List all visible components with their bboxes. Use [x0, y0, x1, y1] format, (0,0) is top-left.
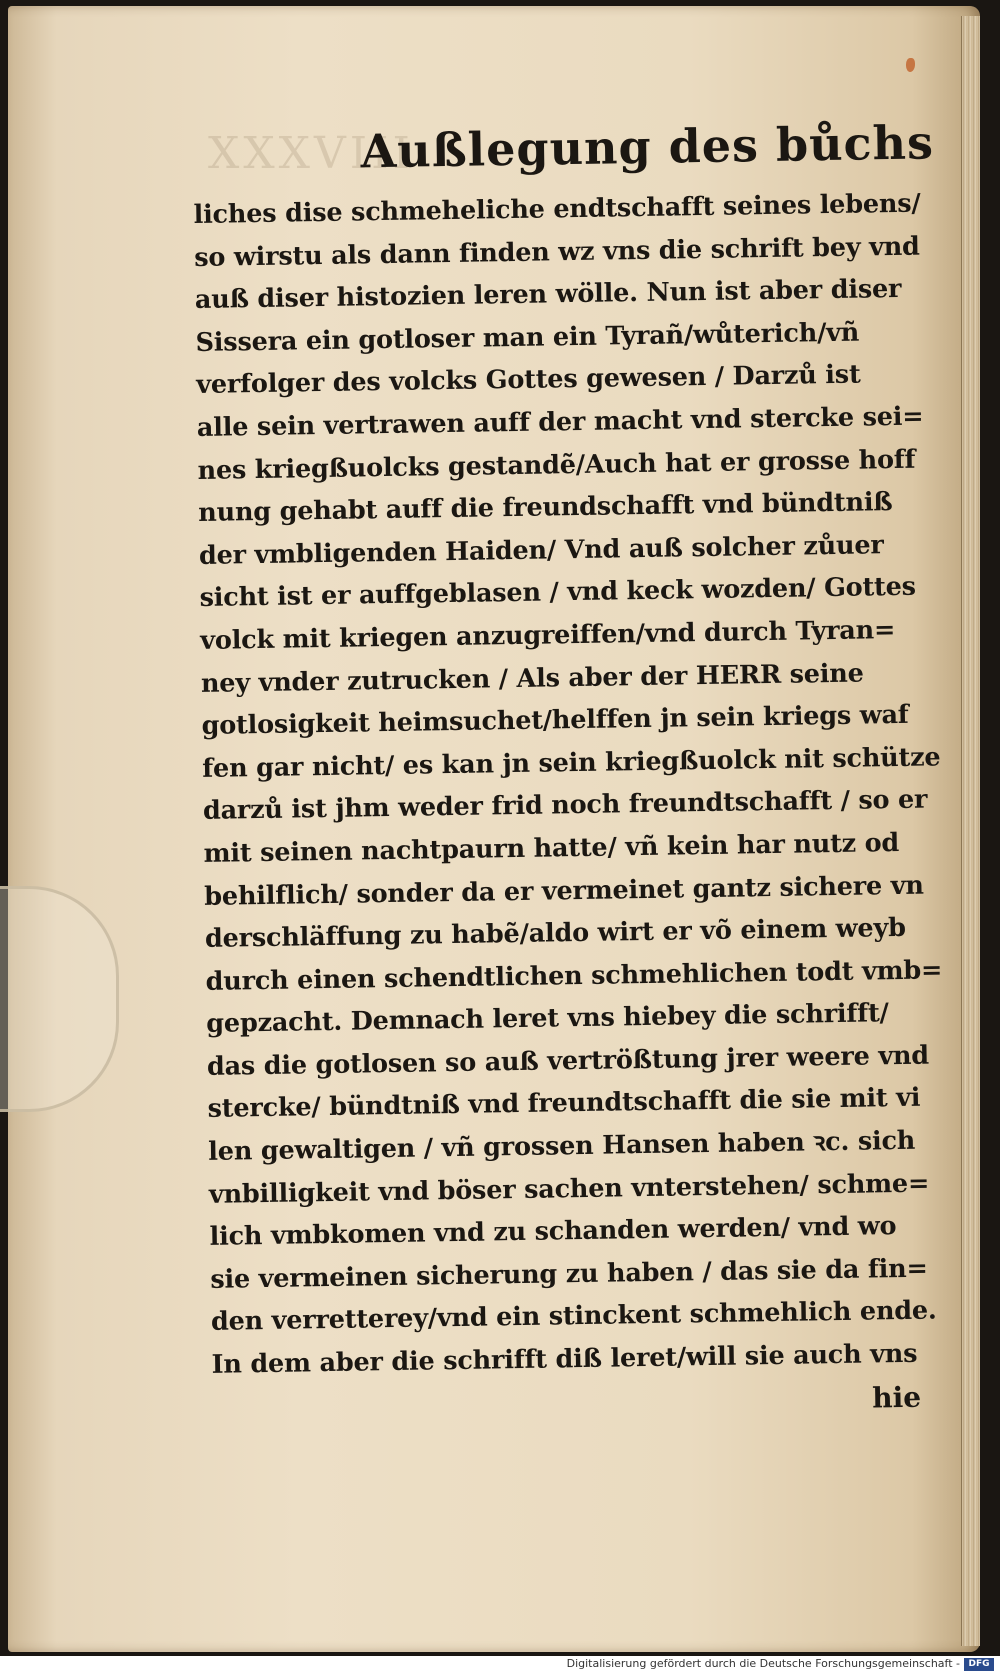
text-line: sie vermeinen sicherung zu haben / das sie da fin= — [210, 1253, 928, 1295]
bleed-through-folio: XXXVIII — [208, 128, 414, 179]
footer-bar — [0, 1656, 1000, 1674]
dfg-logo-icon: DFG — [964, 1658, 994, 1671]
text-line: lich vmbkomen vnd zu schanden werden/ vnd wo — [209, 1211, 897, 1253]
text-line: stercke/ bündtniß vnd freundtschafft die sie mit vi — [207, 1083, 921, 1125]
catchword: hie — [871, 1380, 922, 1415]
text-line: den verretterey/vnd ein stinckent schmehlich ende. — [210, 1295, 937, 1338]
page-edges — [961, 16, 980, 1646]
page-leaf — [8, 6, 980, 1652]
page-heading: Außlegung des bůchs — [360, 115, 935, 179]
text-line: so wirstu als dann finden wz vns die schrift bey vnd — [194, 231, 920, 273]
text-line: nes kriegßuolcks gestandẽ/Auch hat er grosse hoff — [197, 444, 916, 486]
text-line: verfolger des volcks Gottes gewesen / Darzů ist — [196, 359, 861, 401]
text-line: gepzacht. Demnach leret vns hiebey die schrifft/ — [206, 998, 889, 1040]
text-line: der vmbligenden Haiden/ Vnd auß solcher zůuer — [198, 529, 884, 571]
text-line: fen gar nicht/ es kan jn sein kriegßuolck nit schütze — [202, 742, 941, 784]
text-line: das die gotlosen so auß vertrößtung jrer weere vnd — [206, 1040, 930, 1082]
text-line: behilflich/ sonder da er vermeinet gantz sichere vn — [204, 870, 924, 912]
text-line: alle sein vertrawen auff der macht vnd stercke sei= — [196, 401, 924, 443]
text-line: darzů ist jhm weder frid noch freundtschafft / so er — [202, 784, 928, 827]
text-line: derschläffung zu habẽ/aldo wirt er võ einem weyb — [204, 912, 906, 954]
text-line: In dem aber die schrifft diß leret/will sie auch vns — [211, 1338, 918, 1380]
text-line: ney vnder zutrucken / Als aber der HERR seine — [200, 658, 864, 699]
text-line: mit seinen nachtpaurn hatte/ vñ kein har nutz od — [203, 827, 900, 869]
text-line: Sissera ein gotloser man ein Tyrañ/wůterich/vñ — [195, 317, 860, 358]
text-block — [192, 102, 953, 1430]
text-line: len gewaltigen / vñ grossen Hansen haben ꝛc. sich — [208, 1125, 916, 1167]
text-line: auß diser histozien leren wölle. Nun ist aber diser — [194, 274, 902, 316]
text-line: durch einen schendtlichen schmehlichen todt vmb= — [205, 955, 943, 997]
body-text — [193, 182, 952, 1386]
text-line: sicht ist er auffgeblasen / vnd keck wozden/ Gottes — [199, 572, 917, 614]
funding-credit: Digitalisierung gefördert durch die Deutsche Forschungsgemeinschaft - — [566, 1657, 960, 1670]
text-line: vnbilligkeit vnd böser sachen vnterstehen/ schme= — [208, 1168, 930, 1210]
ink-spot — [906, 58, 915, 72]
book-clasp — [0, 886, 119, 1112]
text-line: nung gehabt auff die freundschafft vnd bündtniß — [198, 487, 893, 529]
text-line: volck mit kriegen anzugreiffen/vnd durch Tyran= — [200, 614, 896, 656]
text-line: liches dise schmeheliche endtschafft seines lebens/ — [193, 188, 921, 230]
text-line: gotlosigkeit heimsuchet/helffen jn sein kriegs waf — [201, 699, 909, 742]
